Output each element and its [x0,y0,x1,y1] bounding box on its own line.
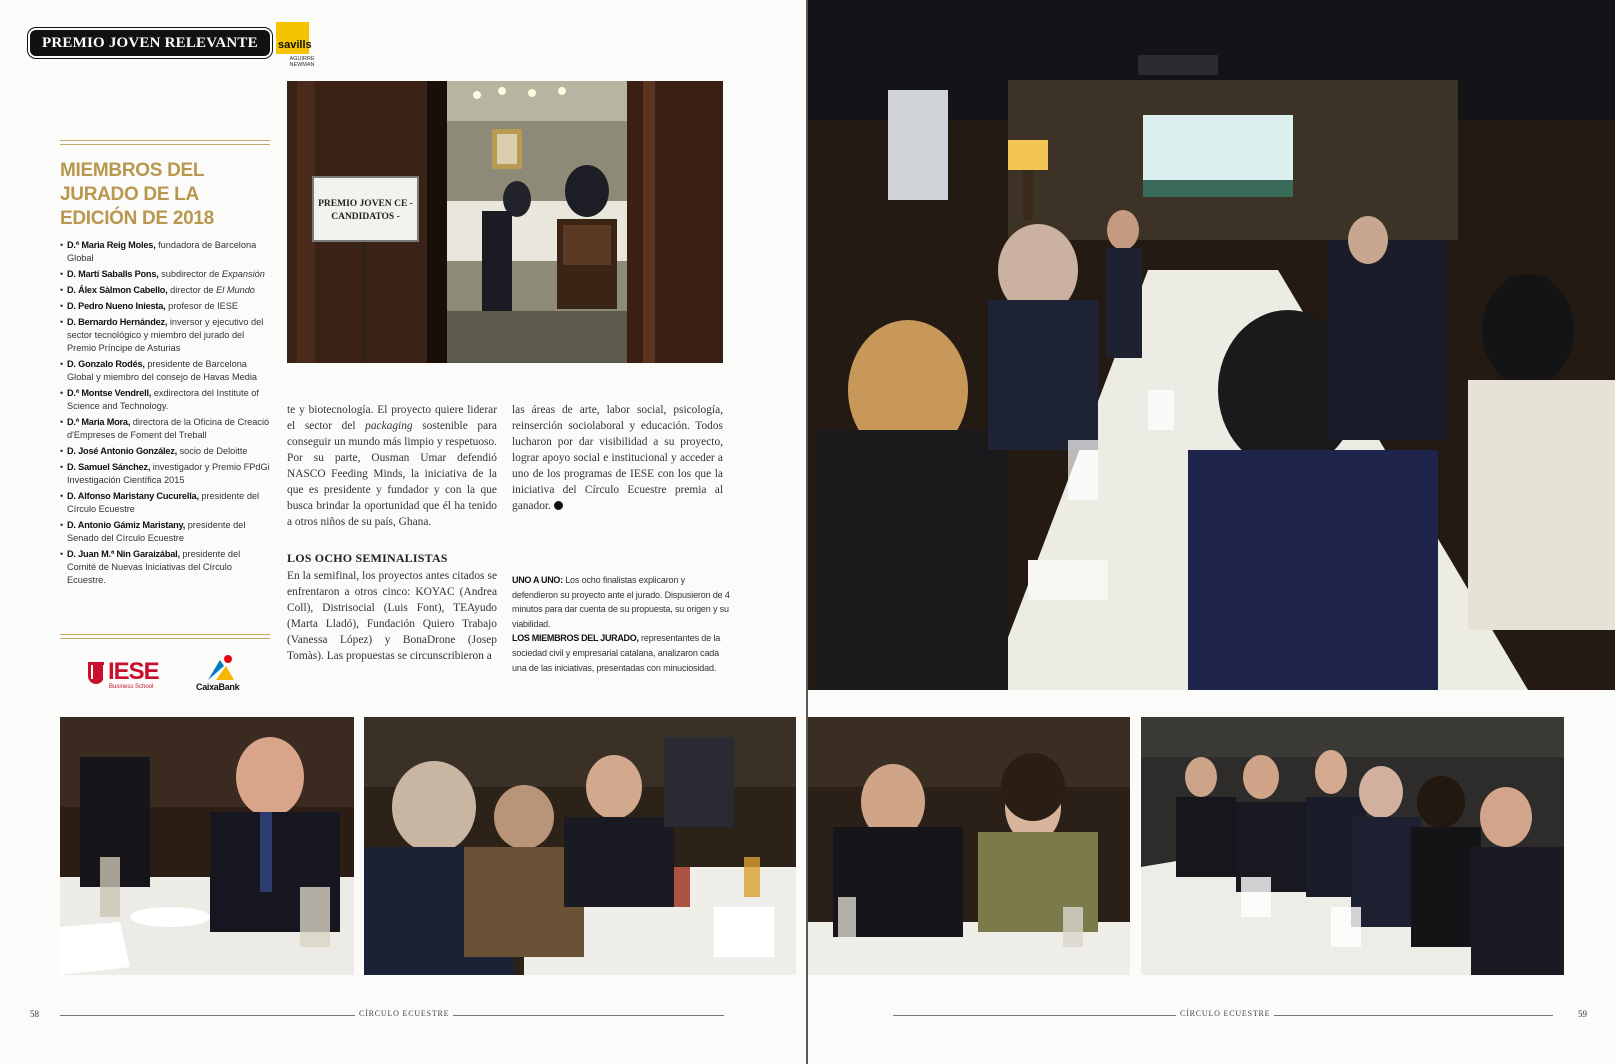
iese-logo-name: IESE [108,658,159,685]
jury-member-name: D. Samuel Sánchez, [67,462,151,472]
jury-member [60,519,270,545]
jury-member-name: D. Martí Saballs Pons, [67,269,159,279]
jury-member-role: presidente del Comité de Nuevas Iniciativas del Círculo Ecuestre. [67,549,241,585]
jury-member [60,239,270,265]
footer-magazine-name-left: CÍRCULO ECUESTRE [355,1009,453,1018]
photo-jurors-reading-image [364,717,796,975]
iese-logo [88,658,158,694]
photo-jurors-row [1141,717,1564,975]
jury-member-name: D. Gonzalo Rodés, [67,359,145,369]
jury-member-role: investigador y Premio FPdGi Investigación Científica 2015 [67,462,270,485]
jury-member [60,268,270,281]
article-paragraph: En la semifinal, los proyectos antes citados se enfrentaron a otros cinco: KOYAC (Andrea Coll), Distrisocial (Luis Font), TEAyudo (Marta Lladó), Fundación Quiero Trabajo (Vanessa López) y BonaDrone (Josep Tomàs). Las propuestas se circunscribieron a [287,570,497,662]
photo-two-jurors-image [808,717,1130,975]
jury-member-role: presidente del Senado del Círculo Ecuestre [67,520,246,543]
jury-member-name: D. Juan M.ª Nin Garaizábal, [67,549,180,559]
photo-juror-writing-image [60,717,354,975]
candidates-sign: PREMIO JOVEN CE - CANDIDATOS - [312,176,419,242]
article-text-emphasis: packaging [365,420,413,432]
jury-member [60,461,270,487]
article-column-b [512,402,723,514]
jury-member-role-emphasis: Expansión [221,269,265,279]
photo-two-jurors [808,717,1130,975]
caption-text: representantes de la sociedad civil y empresarial catalana, analizaron cada una de las iniciativas, presentadas con minuciosidad. [512,633,721,673]
right-page [808,0,1615,1064]
sidebar-top-rule [60,140,270,145]
article-text: sostenible para conseguir un mundo más limpio y respetuoso. Por su parte, Ousman Umar defendió NASCO Feeding Minds, la iniciativa de la que es presidente y fundador y con la que busca brindar la oportunidad que él ha tenido a otros niños de su país, Ghana. [287,420,497,528]
photo-door-sign [287,81,723,363]
sponsor-logo [276,22,328,70]
caption [512,573,732,631]
jury-member-name: D. Pedro Nueno Iniesta, [67,301,166,311]
footer-magazine-name-right: CÍRCULO ECUESTRE [1176,1009,1274,1018]
caixabank-logo-name: CaixaBank [196,682,240,692]
article-paragraph [512,402,723,514]
jury-member-role: exdirectora del Institute of Science and Technology. [67,388,259,411]
jury-member [60,316,270,355]
jury-member-role: directora de la Oficina de Creació d'Empreses de Foment del Treball [67,417,270,440]
jury-member [60,387,270,413]
page-number-right: 59 [1578,1009,1587,1019]
article-text: te y biotecnología. El proyecto quiere liderar el sector del [287,404,497,432]
jury-member-role: socio de Deloitte [177,446,248,456]
photo-jury-meeting-image [808,0,1615,690]
jury-member-name: D. Bernardo Hernández, [67,317,168,327]
jury-member-role: presidente de Barcelona Global y miembro del consejo de Havas Media [67,359,257,382]
caption [512,631,732,675]
jury-member [60,284,270,297]
jury-member-role-emphasis: El Mundo [216,285,255,295]
photo-jurors-reading [364,717,796,975]
sidebar-bottom-rule [60,634,270,639]
iese-shield-icon [88,662,104,684]
jury-sidebar [60,140,270,590]
article-text: las áreas de arte, labor social, psicología, reinserción sociolaboral y educación. Todos lucharon por dar visibilidad a su proyecto, lograr apoyo social e institucional y acceder a uno de los programas de IESE con los que la iniciativa del Círculo Ecuestre premia al ganador. [512,404,723,512]
jury-member [60,300,270,313]
jury-member-role: fundadora de Barcelona Global [67,240,257,263]
end-of-article-icon [554,501,563,510]
caption-text: Los ocho finalistas explicaron y defendieron su proyecto ante el jurado. Dispusieron de 4 minutos para dar cuenta de su propuesta, su origen y su viabilidad. [512,575,730,629]
photo-jurors-row-image [1141,717,1564,975]
jury-member-name: D.ª Maria Mora, [67,417,131,427]
section-tag: PREMIO JOVEN RELEVANTE [30,30,270,56]
jury-member [60,490,270,516]
jury-member-role: subdirector de [158,269,222,279]
jury-member [60,445,270,458]
article-paragraph [287,402,497,530]
jury-member-name: D. Alfonso Maristany Cucurella, [67,491,199,501]
sidebar-title: MIEMBROS DEL JURADO DE LA EDICIÓN DE 2018 [60,160,214,229]
jury-list [60,239,270,587]
jury-member [60,358,270,384]
sponsor-logo-subtitle: AGUIRRE NEWMAN [289,56,315,68]
photo-jury-meeting [808,0,1615,690]
article-subhead: LOS OCHO SEMINALISTAS [287,551,448,565]
left-page [0,0,806,1064]
caption-lead: UNO A UNO: [512,575,563,585]
page-number-left: 58 [30,1009,39,1019]
jury-member [60,416,270,442]
photo-juror-writing [60,717,354,975]
jury-member-name: D. Antonio Gámiz Maristany, [67,520,186,530]
caption-lead: LOS MIEMBROS DEL JURADO, [512,633,639,644]
caixabank-star-icon [206,654,236,682]
jury-member-name: D. Álex Sàlmon Cabello, [67,285,168,295]
jury-member-role: profesor de IESE [165,301,239,311]
iese-logo-sub: Business School [109,684,154,690]
jury-member-role: inversor y ejecutivo del sector tecnológico y miembro del jurado del Premio Príncipe de Asturias [67,317,264,353]
jury-member-name: D. José Antonio González, [67,446,178,456]
caixabank-logo [196,654,248,694]
jury-member [60,548,270,587]
photo-captions [512,573,732,675]
article-column-a [287,402,497,664]
jury-member-role: director de [167,285,217,295]
jury-member-name: D.ª Maria Reig Moles, [67,240,156,250]
sponsor-logo-word: savills [278,39,312,51]
jury-member-role: presidente del Círculo Ecuestre [67,491,260,514]
jury-member-name: D.ª Montse Vendrell, [67,388,152,398]
